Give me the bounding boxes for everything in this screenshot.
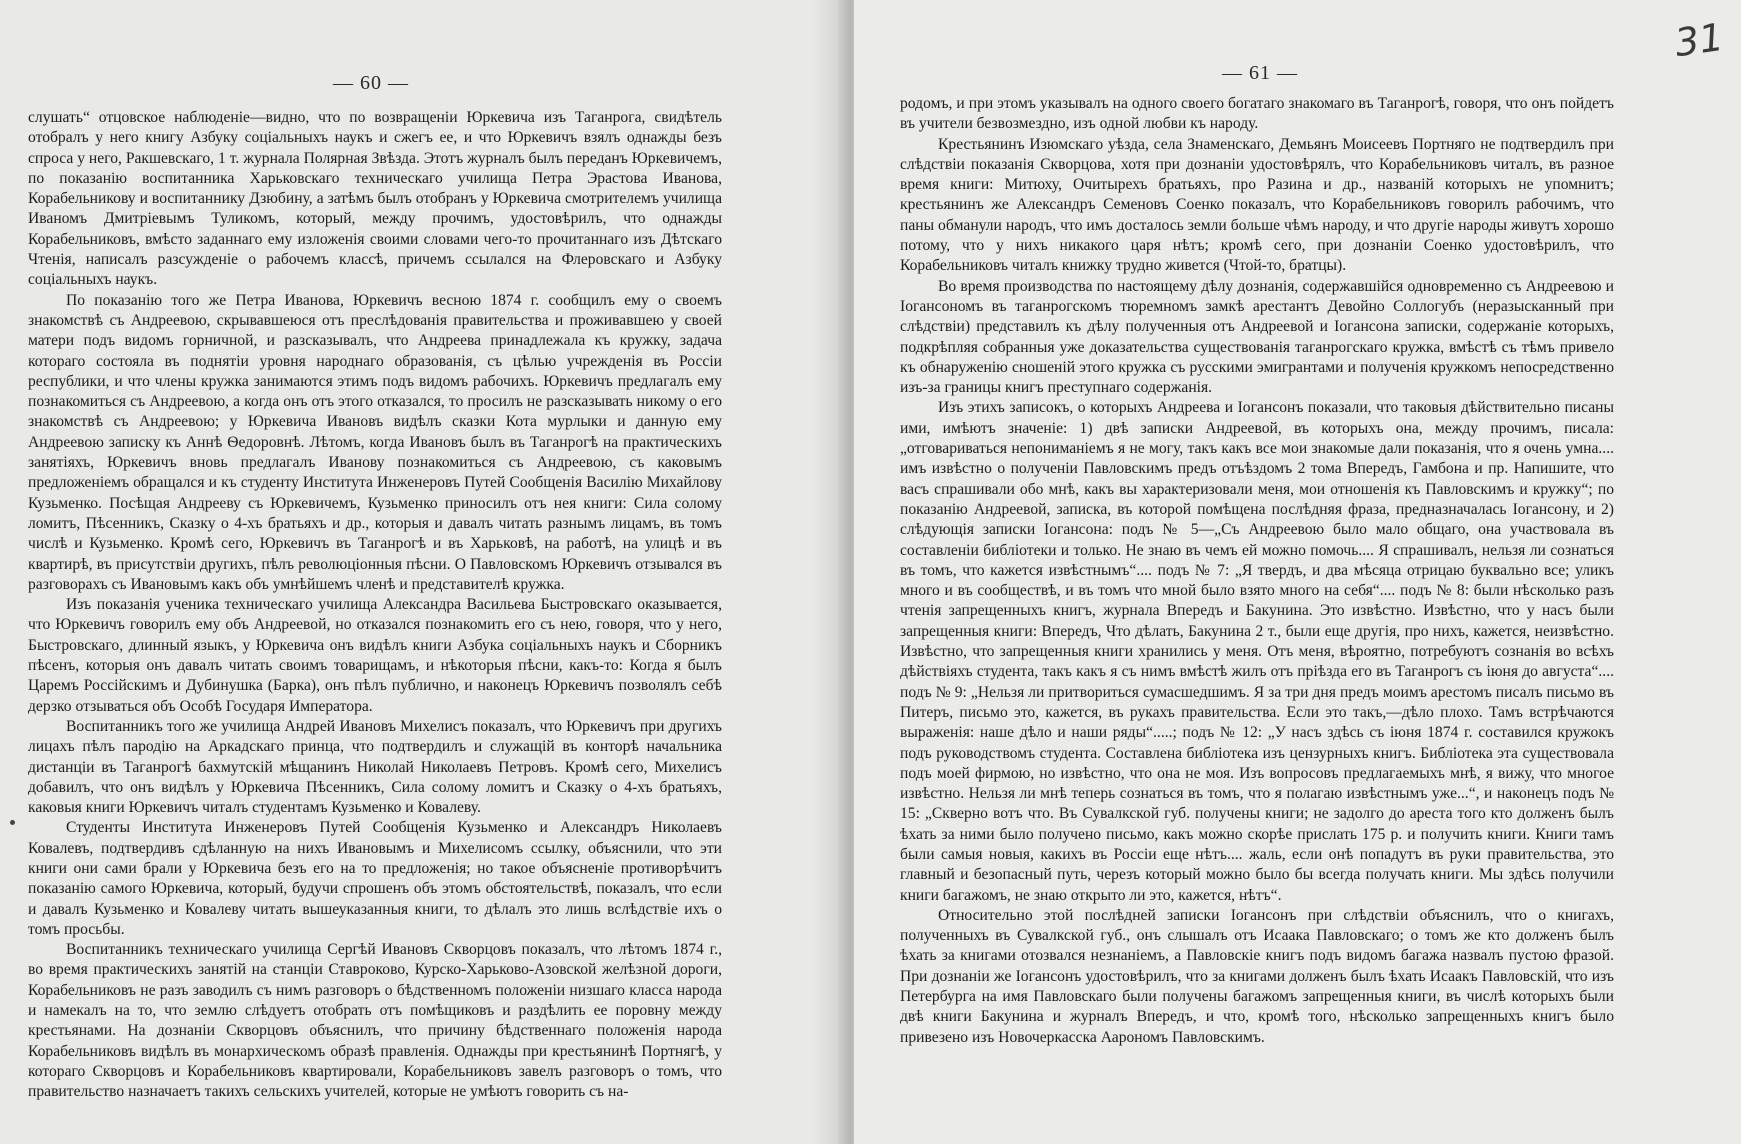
- left-paragraph: Воспитанникъ техническаго училища Сергѣй Ивановъ Скворцовъ показалъ, что лѣтомъ 1874 г., во время практическихъ занятій на станціи Ставроково, Курско-Харьково-Азовской желѣзной дороги, Корабельниковъ не разъ заводилъ съ нимъ разговоръ о бѣдственномъ положеніи низшаго класса народа и намекалъ на то, что землю слѣдуетъ отобрать отъ помѣщиковъ и раздѣлить ее поровну между крестьянами. На дознаніи Скворцовъ объяснилъ, что причину бѣдственнаго положенія народа Корабельниковъ видѣлъ въ монархическомъ образѣ правленія. Однажды при крестьянинѣ Портнягѣ, у котораго Скворцовъ и Корабельниковъ квартировали, Корабельниковъ завелъ разговоръ о томъ, что правительство назначаетъ такихъ сельскихъ учителей, которые не умѣютъ говорить съ на-: [28, 941, 722, 1101]
- right-page-number: — 61 —: [1222, 62, 1298, 84]
- left-paragraph: слушать“ отцовское наблюденіе—видно, что по возвращеніи Юркевича изъ Таганрога, свидѣтель отобралъ у него книгу Азбуку соціальныхъ наукъ и сжегъ ее, и что Юркевичъ взялъ однажды безъ спроса у него, Ракшевскаго, 1 т. журнала Полярная Звѣзда. Этотъ журналъ былъ переданъ Юркевичемъ, по показанію воспитанника Харьковскаго техническаго училища Петра Эрастова Иванова, Корабельникову и воспитаннику Дзюбину, а затѣмъ былъ отобранъ у Юркевича смотрителемъ училища Иваномъ Дмитріевымъ Туликомъ, который, между прочимъ, удостовѣрилъ, что однажды Корабельниковъ, вмѣсто заданнаго ему изложенія своими словами чего-то прочитаннаго изъ Дѣтскаго Чтенія, написалъ разсужденіе о рабочемъ классѣ, причемъ ссылался на Флеровскаго и Азбуку соціальныхъ наукъ.: [28, 109, 722, 289]
- left-paragraph: Воспитанникъ того же училища Андрей Ивановъ Михелисъ показалъ, что Юркевичъ при другихъ лицахъ пѣлъ пародію на Аркадскаго принца, что подтвердилъ и служащій въ конторѣ начальника дистанціи въ Таганрогѣ бахмутскій мѣщанинъ Николай Николаевъ Петровъ. Кромѣ сего, Михелисъ добавилъ, что онъ видѣлъ у Юркевича Пѣсенникъ, Сила солому ломитъ и Сказку о 4-хъ братьяхъ, каковыя книги Юркевичъ читалъ студентамъ Кузьменко и Ковалеву.: [28, 717, 722, 817]
- margin-dot-mark: [10, 820, 15, 825]
- left-page-number: — 60 —: [333, 72, 409, 94]
- left-paragraph: По показанію того же Петра Иванова, Юркевичъ весною 1874 г. сообщилъ ему о своемъ знакомствѣ съ Андреевою, скрывавшеюся отъ преслѣдованія правительства и проживавшею у своей матери подъ видомъ горничной, и разсказывалъ, что Андреева принадлежала къ кружку, задача котораго состояла въ поднятіи уровня народнаго образованія, съ цѣлью учрежденія въ Россіи республики, и что члены кружка занимаются этимъ подъ видомъ рабочихъ. Юркевичъ предлагалъ ему познакомиться съ Андреевою, а когда онъ отъ этого отказался, то просилъ не разсказывать никому о его знакомствѣ съ Андреевою; у Юркевича Ивановъ видѣлъ сказки Кота мурлыки и данную ему Андреевою записку къ Аннѣ Ѳедоровнѣ. Лѣтомъ, когда Ивановъ былъ въ Таганрогѣ на практическихъ занятіяхъ, Юркевичъ вновь предлагалъ Иванову познакомиться съ Андреевою, съ каковымъ предложеніемъ обращался и къ студенту Института Инженеровъ Путей Сообщенія Василію Михайлову Кузьменко. Посѣщая Андрееву съ Юркевичемъ, Кузьменко приносилъ отъ нея книги: Сила солому ломитъ, Пѣсенникъ, Сказку о 4-хъ братьяхъ и др., которыя и давалъ читать разнымъ лицамъ, въ томъ числѣ и Кузьменко. Кромѣ сего, Юркевичъ въ Таганрогѣ и въ Харьковѣ, на работѣ, на улицѣ и въ квартирѣ, въ присутствіи другихъ, пѣлъ революціонныя пѣсни. О Павловскомъ Юркевичъ отзывался въ разговорахъ съ Ивановымъ какъ объ умнѣйшемъ членѣ и представителѣ кружка.: [28, 291, 722, 593]
- left-paragraph: Изъ показанія ученика техническаго училища Александра Васильева Быстровскаго оказывается, что Юркевичъ говорилъ ему объ Андреевой, но отказался познакомить его съ нею, говоря, что у него, Быстровскаго, длинный языкъ, у Юркевича онъ видѣлъ книги Азбука соціальныхъ наукъ и Сборникъ пѣсенъ, которыя онъ давалъ читать своимъ товарищамъ, и нѣкоторыя пѣсни, какъ-то: Когда я былъ Царемъ Россійскимъ и Дубинушка (Барка), онъ пѣлъ публично, и наконецъ Юркевичъ позволялъ себѣ дерзко отзываться объ Особѣ Государя Императора.: [28, 596, 722, 715]
- right-paragraph: Изъ этихъ записокъ, о которыхъ Андреева и Іогансонъ показали, что таковыя дѣйствительно писаны ими, имѣютъ значеніе: 1) двѣ записки Андреевой, въ которыхъ она, между прочимъ, писала: „отговариваться непониманіемъ я не могу, такъ какъ все мои знакомые дали показанія, что я очень умна.... имъ извѣстно о полученіи Павловскимъ предъ отъѣздомъ 2 тома Впередъ, Гамбона и пр. Напишите, что васъ спрашивали обо мнѣ, какъ вы характеризовали меня, мои отношенія къ Павловскимъ и кружку“; по показанію Андреевой, записка, въ которой помѣщена послѣдняя фраза, предназначалась Іогансону, и 2) слѣдующія записки Іогансона: подъ № 5—„Съ Андреевою было мало общаго, она участвовала въ составленіи библіотеки и только. Не знаю въ чемъ ей можно помочь.... Я спрашивалъ, нельзя ли сознаться въ томъ, что кажется извѣстнымъ“.... подъ № 7: „Я твердъ, и два мѣсяца отрицаю буквально все; уликъ много и въ сообществѣ, и въ томъ что мной было взято много на себя“.... подъ № 8: были нѣсколько разъ чтенія запрещенныхъ книгъ, журнала Впередъ и Бакунина. Это извѣстно. Извѣстно, что у насъ были запрещенныя книги: Впередъ, Что дѣлать, Бакунина 2 т., были еще другія, про нихъ, кажется, неизвѣстно. Извѣстно, что запрещенныя книги хранились у меня. Отъ меня, вѣроятно, потребуютъ сознанія во всѣхъ дѣйствіяхъ студента, такъ какъ я съ нимъ вмѣстѣ жилъ отъ пріѣзда его въ Таганрогъ съ іюня до августа“.... подъ № 9: „Нельзя ли притвориться сумасшедшимъ. Я за три дня предъ моимъ арестомъ писалъ письмо въ Питеръ, письмо это, кажется, въ рукахъ правительства. Если это такъ,—дѣло плохо. Тамъ встрѣчаются выраженія: наше дѣло и наши ряды“.....; подъ № 12: „У насъ здѣсь съ іюня 1874 г. составился кружокъ подъ руководствомъ студента. Составлена библіотека изъ цензурныхъ книгъ. Библіотека эта существовала подъ моей фирмою, но извѣстно, что она не моя. Изъ вопросовъ предлагаемыхъ мнѣ, я вижу, что многое извѣстно. Нельзя ли мнѣ теперь сознаться въ томъ, что я полагаю извѣстнымъ уже...“, и наконецъ подъ № 15: „Скверно вотъ что. Въ Сувалкской губ. получены книги; не задолго до ареста того кто долженъ былъ ѣхать за ними было получено письмо, какъ можно скорѣе прислать 175 р. и получить книги. Книги тамъ были самыя новыя, какихъ въ Россіи еще нѣтъ.... жаль, если онѣ попадутъ въ руки правительства, это главный и безопасный путь, черезъ который можно было бы всегда получать книги. Мы здѣсь получили книги багажомъ, не знаю открыто ли это, кажется, нѣтъ“.: [900, 399, 1614, 904]
- left-page: [0, 0, 838, 1144]
- handwritten-folio-annotation: 31: [1671, 14, 1726, 66]
- right-paragraph: Во время производства по настоящему дѣлу дознанія, содержавшійся одновременно съ Андреевою и Іогансономъ въ таганрогскомъ тюремномъ замкѣ арестантъ Девойно Соллогубъ (неразысканный при слѣдствіи) представилъ къ дѣлу полученныя отъ Андреевой и Іогансона записки, содержаніе которыхъ, подкрѣпляя собранныя уже доказательства существованія таганрогскаго кружка, вмѣстѣ съ тѣмъ привело къ обнаруженію сношеній этого кружка съ русскими эмигрантами и полученія кружкомъ непосредственно изъ-за границы книгъ преступнаго содержанія.: [900, 277, 1614, 397]
- right-paragraph: родомъ, и при этомъ указывалъ на одного своего богатаго знакомаго въ Таганрогѣ, говоря, что онъ пойдетъ въ учители безвозмездно, изъ одной любви къ народу.: [900, 95, 1614, 133]
- left-page-text: [28, 108, 722, 1103]
- right-page-text: [900, 94, 1614, 1048]
- right-page: [854, 0, 1741, 1144]
- right-paragraph: Крестьянинъ Изюмскаго уѣзда, села Знаменскаго, Демьянъ Моисеевъ Портняго не подтвердилъ при слѣдствіи показанія Скворцова, хотя при дознаніи удостовѣрялъ, что Корабельниковъ читалъ, въ разное время книги: Митюху, Очитырехъ братьяхъ, про Разина и др., названій которыхъ не упомнитъ; крестьянинъ же Александръ Семеновъ Соенко показалъ, что Корабельниковъ говорилъ рабочимъ, что паны обманули народъ, что имъ досталось земли больше чѣмъ народу, и что другіе народы живутъ хорошо потому, что у нихъ никакого царя нѣтъ; кромѣ сего, при дознаніи Соенко удостовѣрилъ, что Корабельниковъ читалъ книжку трудно живется (Чтой-то, братцы).: [900, 135, 1614, 275]
- right-paragraph: Относительно этой послѣдней записки Іогансонъ при слѣдствіи объяснилъ, что о книгахъ, полученныхъ въ Сувалкской губ., онъ слышалъ отъ Исаака Павловскаго; о томъ же кто долженъ былъ ѣхать за книгами отозвался незнаніемъ, а Павловскіе книгъ подъ видомъ багажа назвалъ пустою фразой. При дознаніи же Іогансонъ удостовѣрилъ, что за книгами долженъ былъ ѣхать Исаакъ Павловскій, что изъ Петербурга на имя Павловскаго были получены багажомъ запрещенныя книги, въ числѣ которыхъ были двѣ книги Бакунина и журналъ Впередъ, и что, кромѣ того, нѣсколько запрещенныхъ книгъ было привезено изъ Новочеркасска Аарономъ Павловскимъ.: [900, 906, 1614, 1046]
- left-paragraph: Студенты Института Инженеровъ Путей Сообщенія Кузьменко и Александръ Николаевъ Ковалевъ, подтвердивъ сдѣланную на нихъ Ивановымъ и Михелисомъ ссылку, объяснили, что эти книги они сами брали у Юркевича безъ его на то предложенія; но такое объясненіе противорѣчитъ показанію самого Юркевича, который, будучи спрошенъ объ этомъ обстоятельствѣ, показалъ, что если и давалъ Кузьменко и Ковалеву читать вышеуказанныя книги, то дѣлалъ это лишь вслѣдствіе ихъ о томъ просьбы.: [28, 819, 722, 938]
